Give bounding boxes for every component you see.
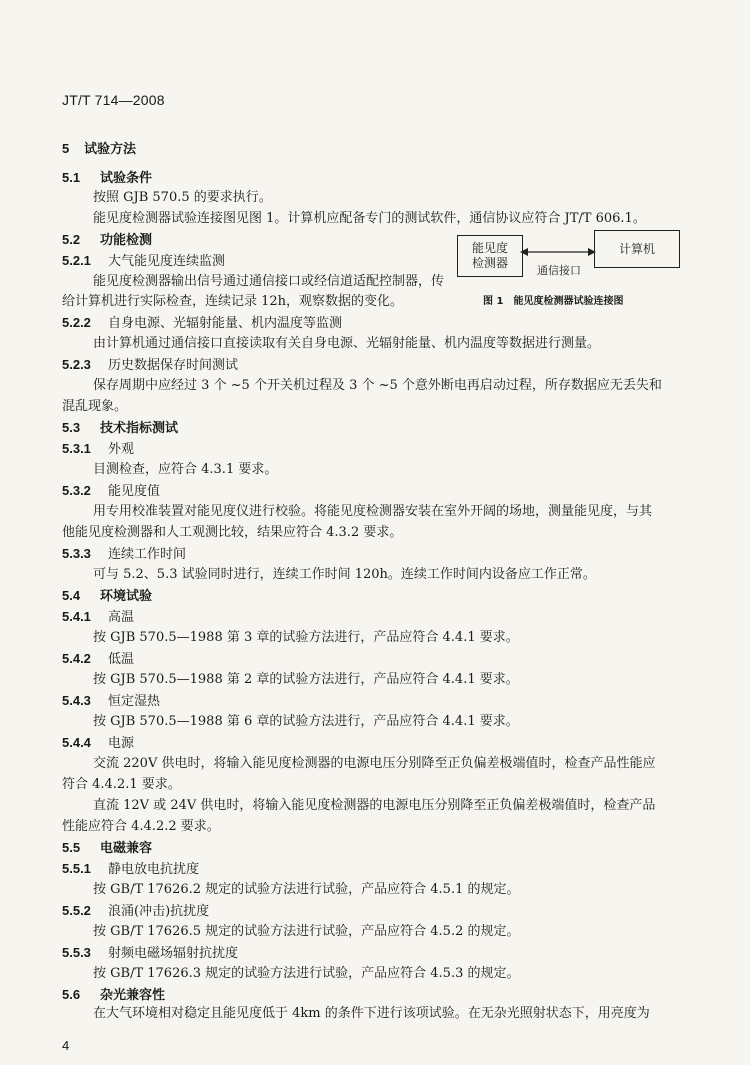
paragraph-line: 按照 GJB 570.5 的要求执行。 (93, 190, 272, 205)
section-number: 5.6 (62, 987, 81, 1002)
paragraph-line: 按 GB/T 17626.3 规定的试验方法进行试验，产品应符合 4.5.3 的规定。 (93, 966, 520, 981)
section-title: 浪涌(冲击)抗扰度 (108, 904, 210, 919)
section-title: 高温 (108, 610, 135, 625)
paragraph-line: 能见度检测器试验连接图见图 1。计算机应配备专门的测试软件，通信协议应符合 JT/T 606.1。 (93, 211, 646, 226)
section-number: 5.4.1 (62, 609, 91, 624)
subsection-heading (62, 253, 225, 270)
subsection-heading (62, 441, 134, 458)
section-title: 电源 (108, 736, 135, 751)
subsection-heading (62, 315, 342, 332)
section-number: 5.2.1 (62, 253, 91, 268)
section-heading (62, 987, 165, 1004)
section-heading (62, 588, 152, 605)
section-title: 外观 (108, 442, 135, 457)
section-number: 5.5.1 (62, 861, 91, 876)
page-number: 4 (62, 1038, 70, 1053)
subsection-heading (62, 861, 199, 878)
paragraph-line: 可与 5.2、5.3 试验同时进行，连续工作时间 120h。连续工作时间内设备应工作正常。 (93, 567, 596, 582)
paragraph-line: 由计算机通过通信接口直接读取有关自身电源、光辐射能量、机内温度等数据进行测量。 (93, 336, 601, 351)
section-title: 低温 (108, 652, 135, 667)
section-number: 5 (62, 141, 70, 156)
section-number: 5.3.1 (62, 441, 91, 456)
section-heading (62, 420, 178, 437)
section-title: 射频电磁场辐射抗扰度 (108, 946, 239, 961)
paragraph-line: 在大气环境相对稳定且能见度低于 4km 的条件下进行该项试验。在无杂光照射状态下，用亮度为 (93, 1006, 650, 1021)
section-number: 5.3.2 (62, 483, 91, 498)
section-title: 自身电源、光辐射能量、机内温度等监测 (108, 316, 343, 331)
section-number: 5.3.3 (62, 546, 91, 561)
section-title: 恒定湿热 (108, 694, 161, 709)
visibility-detector-box (457, 235, 523, 277)
paragraph-line: 给计算机进行实际检查，连续记录 12h，观察数据的变化。 (62, 294, 404, 309)
box-label: 检测器 (471, 256, 508, 270)
section-number: 5.2.2 (62, 315, 91, 330)
paragraph-line: 按 GB/T 17626.2 规定的试验方法进行试验，产品应符合 4.5.1 的规定。 (93, 882, 520, 897)
figure-caption: 图 1 能见度检测器试验连接图 (483, 296, 624, 307)
section-heading (62, 232, 152, 249)
section-title: 功能检测 (100, 233, 153, 248)
interface-label: 通信接口 (537, 264, 581, 277)
subsection-heading (62, 483, 160, 500)
paragraph-line: 按 GJB 570.5—1988 第 6 章的试验方法进行，产品应符合 4.4.1 要求。 (93, 714, 519, 729)
bidirectional-arrow-icon (520, 246, 596, 258)
section-number: 5.5.2 (62, 903, 91, 918)
section-number: 5.1 (62, 170, 81, 185)
section-number: 5.4 (62, 588, 81, 603)
section-number: 5.5 (62, 840, 81, 855)
paragraph-line: 按 GB/T 17626.5 规定的试验方法进行试验，产品应符合 4.5.2 的规定。 (93, 924, 520, 939)
paragraph-line: 按 GJB 570.5—1988 第 3 章的试验方法进行，产品应符合 4.4.1 要求。 (93, 630, 519, 645)
subsection-heading (62, 903, 209, 920)
paragraph-line: 混乱现象。 (62, 399, 128, 414)
section-title: 电磁兼容 (100, 841, 153, 856)
subsection-heading (62, 357, 238, 374)
section-title: 历史数据保存时间测试 (108, 358, 239, 373)
section-number: 5.4.3 (62, 693, 91, 708)
section-title: 试验方法 (84, 142, 137, 157)
subsection-heading (62, 945, 238, 962)
section-number: 5.3 (62, 420, 81, 435)
subsection-heading (62, 735, 134, 752)
computer-box (594, 230, 680, 268)
section-title: 试验条件 (100, 171, 153, 186)
paragraph-line: 符合 4.4.2.1 要求。 (62, 777, 181, 792)
section-title: 静电放电抗扰度 (108, 862, 200, 877)
paragraph-line: 用专用校准装置对能见度仪进行校验。将能见度检测器安装在室外开阔的场地，测量能见度，与其 (93, 504, 653, 519)
section-number: 5.4.2 (62, 651, 91, 666)
subsection-heading (62, 651, 134, 668)
subsection-heading (62, 693, 160, 710)
paragraph-line: 保存周期中应经过 3 个 ~5 个开关机过程及 3 个 ~5 个意外断电再启动过程，所存数据应无丢失和 (93, 378, 662, 393)
section-title: 大气能见度连续监测 (108, 254, 226, 269)
section-title: 环境试验 (100, 589, 153, 604)
paragraph-line: 目测检查，应符合 4.3.1 要求。 (93, 462, 278, 477)
section-heading (62, 170, 152, 187)
section-title: 杂光兼容性 (100, 988, 166, 1003)
paragraph-line: 能见度检测器输出信号通过通信接口或经信道适配控制器，传 (93, 274, 445, 289)
paragraph-line: 按 GJB 570.5—1988 第 2 章的试验方法进行，产品应符合 4.4.1 要求。 (93, 672, 519, 687)
paragraph-line: 性能应符合 4.4.2.2 要求。 (62, 819, 220, 834)
paragraph-line: 直流 12V 或 24V 供电时，将输入能见度检测器的电源电压分别降至正负偏差极端值时，检查产品 (93, 798, 656, 813)
subsection-heading (62, 609, 134, 626)
subsection-heading (62, 546, 186, 563)
box-label: 能见度 (471, 241, 508, 255)
section-number: 5.5.3 (62, 945, 91, 960)
section-number: 5.4.4 (62, 735, 91, 750)
section-heading (62, 141, 136, 158)
standard-number: JT/T 714—2008 (62, 92, 165, 108)
section-title: 技术指标测试 (100, 421, 179, 436)
box-label: 计算机 (618, 241, 655, 256)
section-number: 5.2 (62, 232, 81, 247)
section-title: 连续工作时间 (108, 547, 187, 562)
section-title: 能见度值 (108, 484, 161, 499)
section-number: 5.2.3 (62, 357, 91, 372)
paragraph-line: 他能见度检测器和人工观测比较，结果应符合 4.3.2 要求。 (62, 525, 403, 540)
section-heading (62, 840, 152, 857)
paragraph-line: 交流 220V 供电时，将输入能见度检测器的电源电压分别降至正负偏差极端值时，检查产品性能应 (93, 756, 656, 771)
